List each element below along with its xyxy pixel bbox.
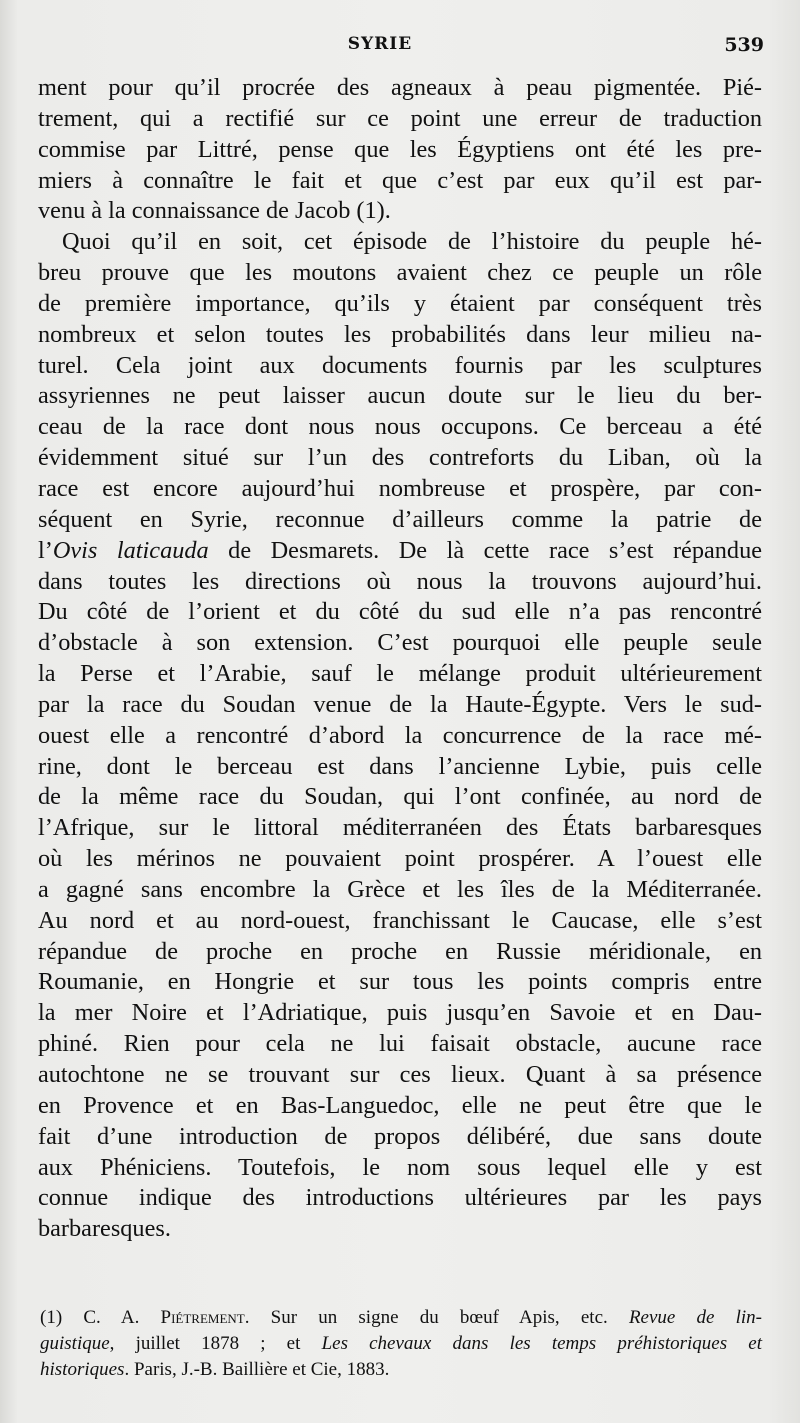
text-line: venu à la connaissance de Jacob (1).	[38, 197, 391, 225]
text-line: de la même race du Soudan, qui l’ont confinée, au nord de	[38, 783, 762, 811]
text-line: évidemment situé sur l’un des contreforts du Liban, où la	[38, 444, 762, 472]
text-line: commise par Littré, pense que les Égyptiens ont été les pre-	[38, 135, 762, 163]
species-name: Ovis laticauda	[52, 536, 209, 564]
text-line: la mer Noire et l’Adriatique, puis jusqu’en Savoie et en Dau-	[38, 999, 762, 1027]
page-number: 539	[724, 34, 764, 56]
text-line: barbaresques.	[38, 1215, 171, 1243]
text-line: rine, dont le berceau est dans l’ancienne Lybie, puis celle	[38, 752, 762, 780]
text-line: la Perse et l’Arabie, sauf le mélange produit ultérieurement	[38, 660, 762, 688]
text-line: nombreux et selon toutes les probabilités dans leur milieu na-	[38, 320, 762, 348]
footnote-marker: (1) C. A.	[40, 1307, 161, 1328]
running-header	[0, 34, 800, 64]
text-line: trement, qui a rectifié sur ce point une erreur de traduction	[38, 104, 762, 132]
text-line: miers à connaître le fait et que c’est par eux qu’il est par-	[38, 166, 762, 194]
text-line: de première importance, qu’ils y étaient par conséquent très	[38, 289, 762, 317]
footnote-author: Piétrement	[160, 1307, 245, 1328]
text-line: par la race du Soudan venue de la Haute-Égypte. Vers le sud-	[38, 690, 762, 718]
text-line: répandue de proche en proche en Russie méridionale, en	[38, 937, 762, 965]
footnote-line	[40, 1305, 762, 1331]
text-line: Du côté de l’orient et du côté du sud elle n’a pas rencontré	[38, 598, 762, 626]
text-line: Roumanie, en Hongrie et sur tous les points compris entre	[38, 968, 762, 996]
text-line: d’obstacle à son extension. C’est pourquoi elle peuple seule	[38, 629, 762, 657]
text-line: ceau de la race dont nous nous occupons. Ce berceau a été	[38, 413, 762, 441]
text-line: race est encore aujourd’hui nombreuse et prospère, par con-	[38, 474, 762, 502]
text-line: aux Phéniciens. Toutefois, le nom sous lequel elle y est	[38, 1153, 762, 1181]
footnote-book-title: Les chevaux dans les temps préhistoriques et	[321, 1333, 762, 1354]
text-line: Quoi qu’il en soit, cet épisode de l’histoire du peuple hé-	[62, 228, 762, 256]
footnote-book-title: historiques	[40, 1359, 125, 1380]
footnote-line	[40, 1357, 762, 1383]
text-line: assyriennes ne peut laisser aucun doute sur le lieu du ber-	[38, 382, 762, 410]
running-title: SYRIE	[347, 34, 413, 54]
footnote-journal: Revue de lin-	[628, 1307, 763, 1328]
text-line: breu prouve que les moutons avaient chez ce peuple un rôle	[38, 259, 762, 287]
text-line	[38, 536, 762, 567]
text-line: l’Afrique, sur le littoral méditerranéen des États barbaresques	[38, 814, 762, 842]
text-line: ouest elle a rencontré d’abord la concurrence de la race mé-	[38, 721, 762, 749]
text-fragment: de Desmarets. De là cette race s’est répandue	[208, 536, 763, 564]
text-line: turel. Cela joint aux documents fournis par les sculptures	[38, 351, 762, 379]
text-line: séquent en Syrie, reconnue d’ailleurs comme la patrie de	[38, 505, 762, 533]
text-line: autochtone ne se trouvant sur ces lieux. Quant à sa présence	[38, 1061, 762, 1088]
text-line: connue indique des introductions ultérieures par les pays	[38, 1184, 762, 1212]
footnote-line	[40, 1331, 762, 1357]
footnote	[40, 1305, 762, 1383]
text-line: en Provence et en Bas-Languedoc, elle ne peut être que le	[38, 1091, 762, 1119]
text-line: phiné. Rien pour cela ne lui faisait obstacle, aucune race	[38, 1030, 762, 1058]
text-line: ment pour qu’il procrée des agneaux à peau pigmentée. Pié-	[38, 74, 762, 101]
body-text	[38, 73, 762, 1245]
text-line: dans toutes les directions où nous la trouvons aujourd’hui.	[38, 567, 762, 595]
footnote-journal: guistique	[40, 1333, 110, 1354]
footnote-text: , juillet 1878 ; et	[109, 1333, 322, 1354]
text-line: Au nord et au nord-ouest, franchissant le Caucase, elle s’est	[38, 906, 762, 934]
text-line: fait d’une introduction de propos délibéré, due sans doute	[38, 1122, 762, 1150]
text-line: où les mérinos ne pouvaient point prospérer. A l’ouest elle	[38, 845, 762, 873]
text-fragment: l’	[38, 536, 53, 564]
text-line: a gagné sans encombre la Grèce et les îles de la Méditerranée.	[38, 875, 762, 903]
footnote-text: . Sur un signe du bœuf Apis, etc.	[244, 1307, 629, 1328]
footnote-text: . Paris, J.-B. Baillière et Cie, 1883.	[124, 1359, 390, 1380]
